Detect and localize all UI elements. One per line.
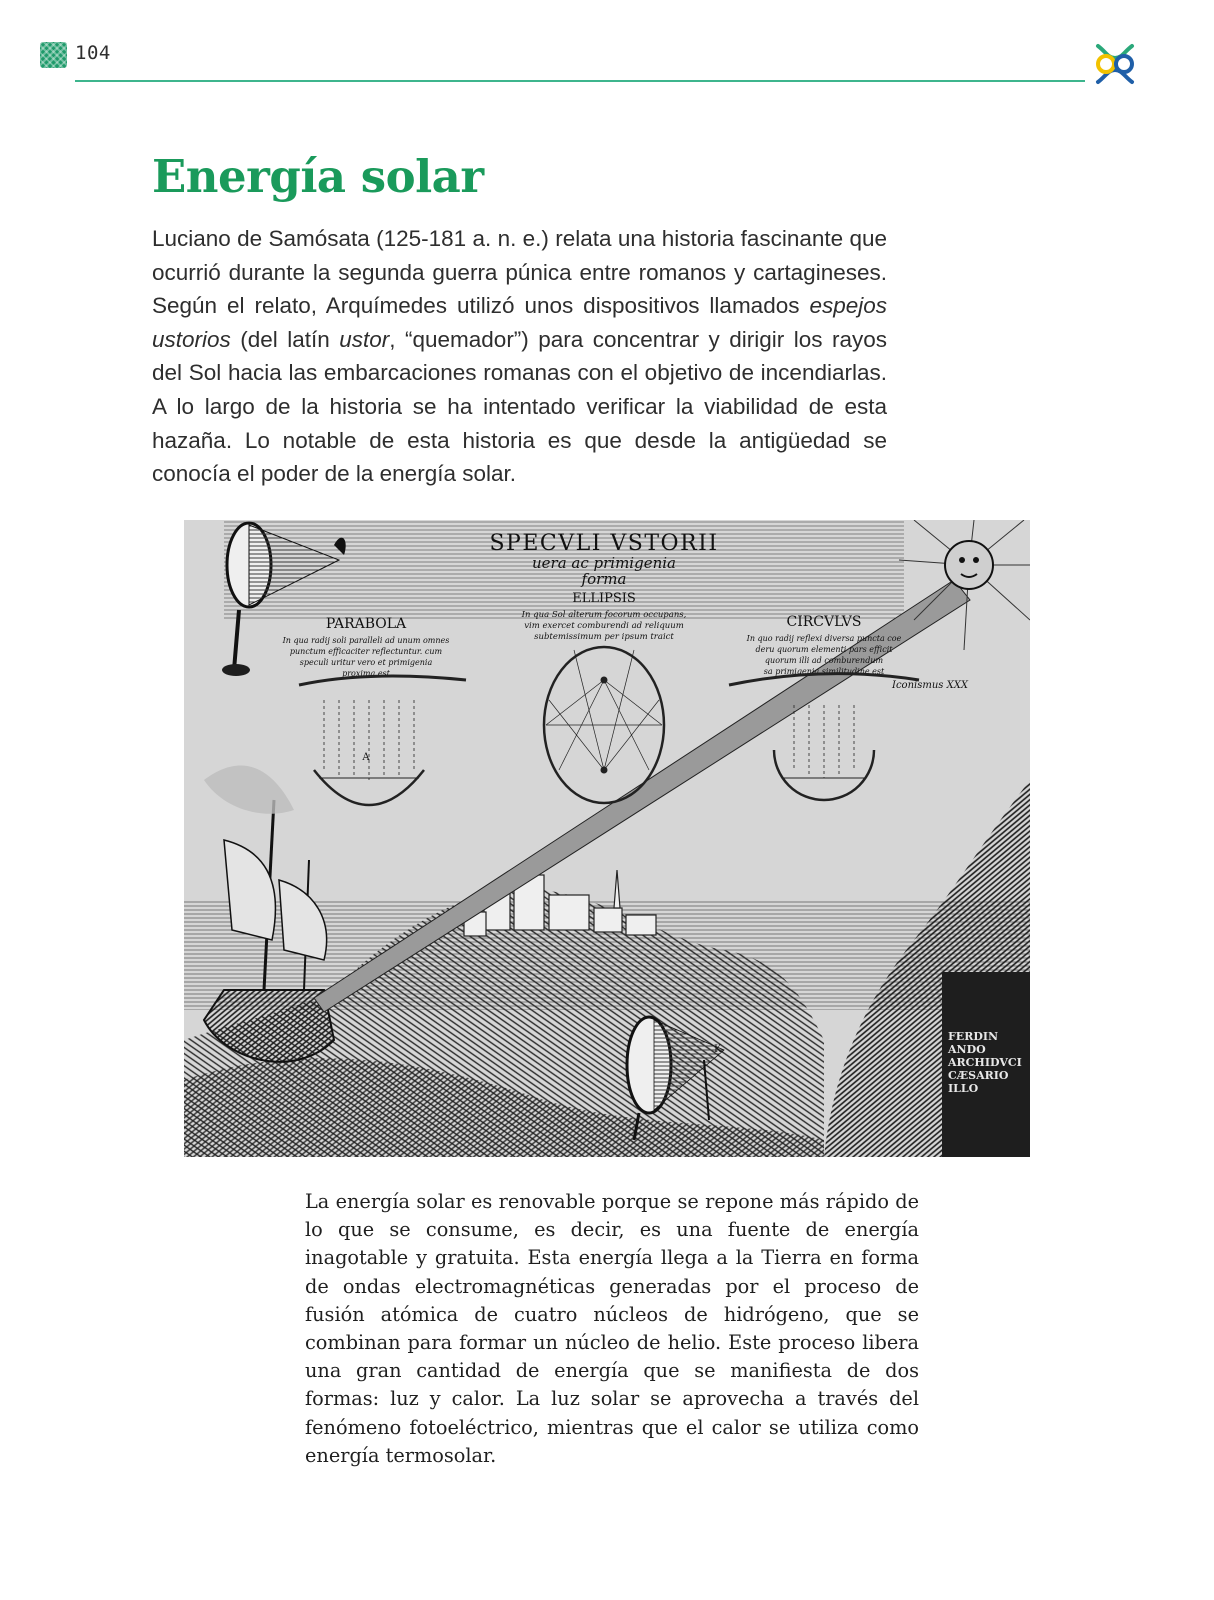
stele-line-3: ARCHIDVCI	[948, 1056, 1022, 1069]
green-pattern-icon	[40, 42, 67, 68]
intro-text-1: Luciano de Samósata (125-181 a. n. e.) relata una historia fascinante que ocurrió durante la segunda guerra púnica entre romanos y cartagineses. Según el relato, Arquímedes utilizó unos dispositivos llamados	[152, 226, 887, 319]
page-number: 104	[75, 42, 111, 64]
circulus-caption-1: In quo radij reflexi diversa puncta coe	[746, 634, 902, 643]
ellipsis-caption-1: In qua Sol alterum focorum occupans,	[521, 610, 687, 620]
body-paragraph: La energía solar es renovable porque se repone más rápido de lo que se consume, es decir, es una fuente de energía inagotable y gratuita. Esta energía llega a la Tierra en forma de ondas electromagnéticas generadas por el proceso de fusión atómica de cuatro núcleos de hidrógeno, que se combinan para formar un núcleo de helio. Este proceso libera una gran cantidad de energía que se manifiesta de dos formas: luz y calor. La luz solar se aprovecha a través del fenómeno fotoeléctrico, mientras que el calor se utiliza como energía termosolar.	[305, 1190, 919, 1467]
intro-text-2: (del latín	[230, 326, 340, 352]
circulus-caption-2: deru quorum elementi pars efficit	[755, 645, 893, 654]
circulus-caption-4: sa primigenia similitudine est	[763, 667, 885, 676]
stele-line-1: FERDIN	[948, 1030, 999, 1043]
intro-term-ustor: ustor	[339, 326, 390, 352]
page-title: Energía solar	[152, 150, 484, 203]
linked-figures-logo-icon	[1092, 40, 1138, 88]
parabola-caption-2: punctum efficaciter reflectuntur. cum	[289, 647, 443, 656]
parabola-caption-4: proxima est	[342, 669, 390, 678]
ellipsis-caption-3: subtemissimum per ipsum traict	[534, 632, 674, 642]
intro-text-3: , “quemador”) para concentrar y dirigir los rayos del Sol hacia las embarcaciones romanas con el objetivo de incendiarlas. A lo largo de la historia se ha intentado verificar la viabilidad de esta hazaña. Lo notable de esta historia es que desde la antigüedad se conocía el poder de la energía solar.	[152, 326, 887, 487]
burning-mirror-engraving	[184, 520, 1030, 1157]
circulus-caption-3: quorum illi ad comburendum	[764, 656, 884, 665]
stele-line-2: ANDO	[948, 1043, 986, 1056]
circulus-label: CIRCVLVS	[786, 614, 862, 630]
parabola-caption-3: speculi uritur vero et primigenia	[299, 658, 433, 667]
parabola-label: PARABOLA	[325, 616, 407, 632]
stele-line-5: ILLO	[948, 1082, 979, 1095]
engraving-subheading-1: uera ac primigenia	[531, 554, 677, 572]
point-k-label: K	[714, 1044, 722, 1055]
point-a-label: A	[362, 752, 370, 763]
ellipsis-label: ELLIPSIS	[572, 591, 636, 606]
engraving-heading: SPECVLI VSTORII	[489, 531, 719, 556]
iconismus-label: Iconismus XXX	[892, 680, 968, 691]
engraving-illustration	[184, 520, 1030, 1157]
engraving-subheading-2: forma	[581, 570, 627, 588]
header-divider	[75, 80, 1085, 82]
intro-term-espejos: espejos ustorios	[152, 293, 887, 352]
intro-paragraph	[152, 222, 887, 491]
parabola-caption-1: In qua radij soli paralleli ad unum omnes	[282, 636, 450, 645]
ellipsis-caption-2: vim exercet comburendi ad reliquum	[524, 621, 684, 631]
stele-line-4: CÆSARIO	[948, 1069, 1009, 1082]
